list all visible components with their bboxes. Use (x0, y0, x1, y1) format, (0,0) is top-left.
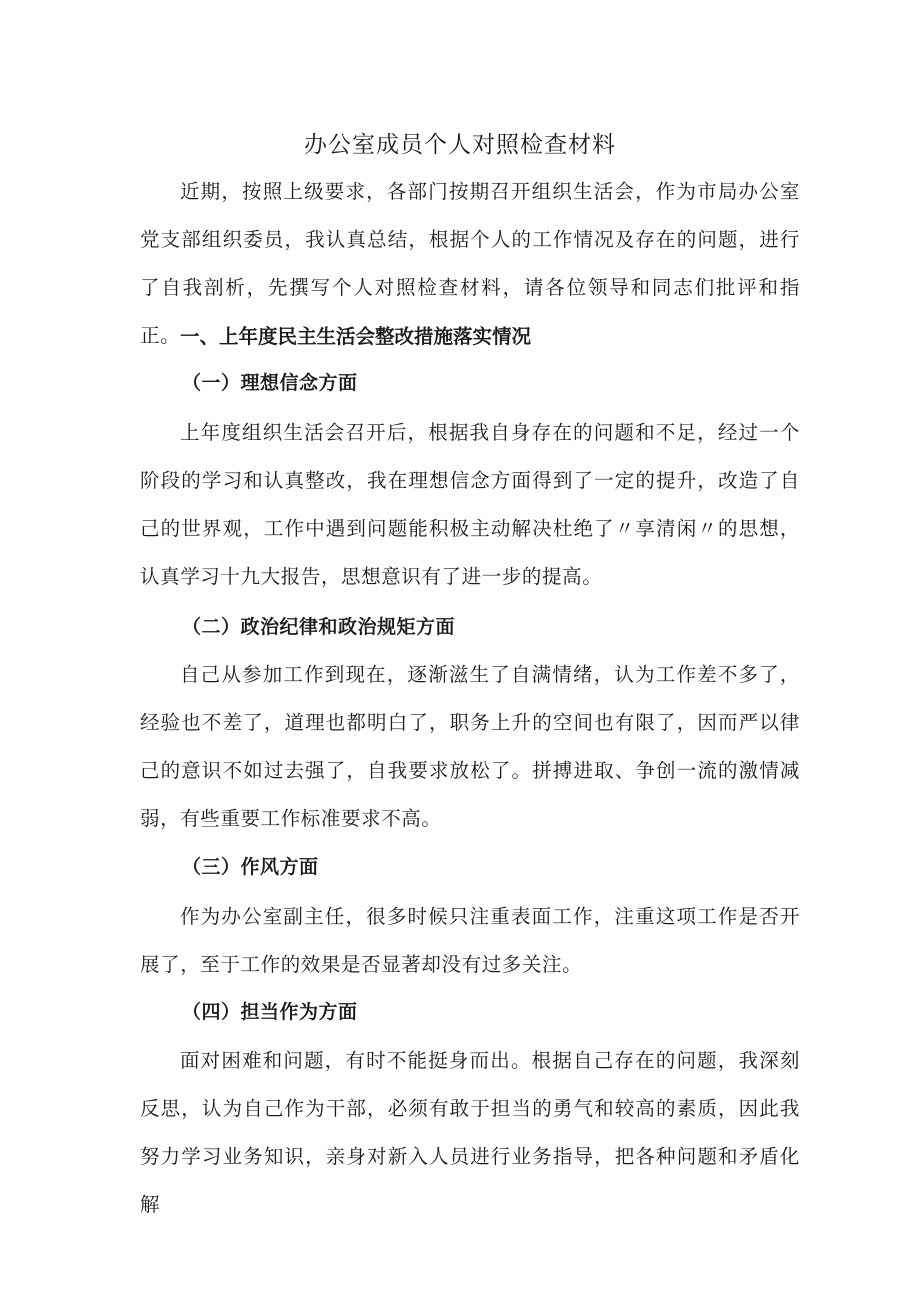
subsection-4-heading: （四）担当作为方面 (182, 1001, 358, 1023)
document-title: 办公室成员个人对照检查材料 (304, 132, 616, 158)
subsection-1-body: 上年度组织生活会召开后，根据我自身存在的问题和不足，经过一个阶段的学习和认真整改，我在理想信念方面得到了一定的提升，改造了自己的世界观，工作中遇到问题能积极主动解决杜绝了〃享清闲〃的思想，认真学习十九大报告，思想意识有了进一步的提高。 (140, 421, 800, 588)
subsection-3-body: 作为办公室副主任，很多时候只注重表面工作，注重这项工作是否开展了，至于工作的效果是否显著却没有过多关注。 (140, 905, 800, 976)
subsection-2-body: 自己从参加工作到现在，逐渐滋生了自满情绪，认为工作差不多了，经验也不差了，道理也都明白了，职务上升的空间也有限了，因而严以律己的意识不如过去强了，自我要求放松了。拼搏进取、争创一流的激情减弱，有些重要工作标准要求不高。 (140, 663, 800, 830)
section-1-heading: 一、上年度民主生活会整改措施落实情况 (180, 325, 532, 348)
subsection-1-heading: （一）理想信念方面 (182, 372, 358, 394)
subsection-3-heading: （三）作风方面 (182, 856, 319, 878)
subsection-4-body: 面对困难和问题，有时不能挺身而出。根据自己存在的问题，我深刻反思，认为自己作为干部，必须有敢于担当的勇气和较高的素质，因此我努力学习业务知识，亲身对新入人员进行业务指导，把各种问题和矛盾化解 (140, 1049, 800, 1216)
intro-paragraph: 近期，按照上级要求，各部门按期召开组织生活会，作为市局办公室党支部组织委员，我认真总结，根据个人的工作情况及存在的问题，进行了自我剖析，先撰写个人对照检查材料，请各位领导和同志们批评和指正。 (140, 180, 800, 347)
subsection-2-heading: （二）政治纪律和政治规矩方面 (182, 616, 456, 638)
